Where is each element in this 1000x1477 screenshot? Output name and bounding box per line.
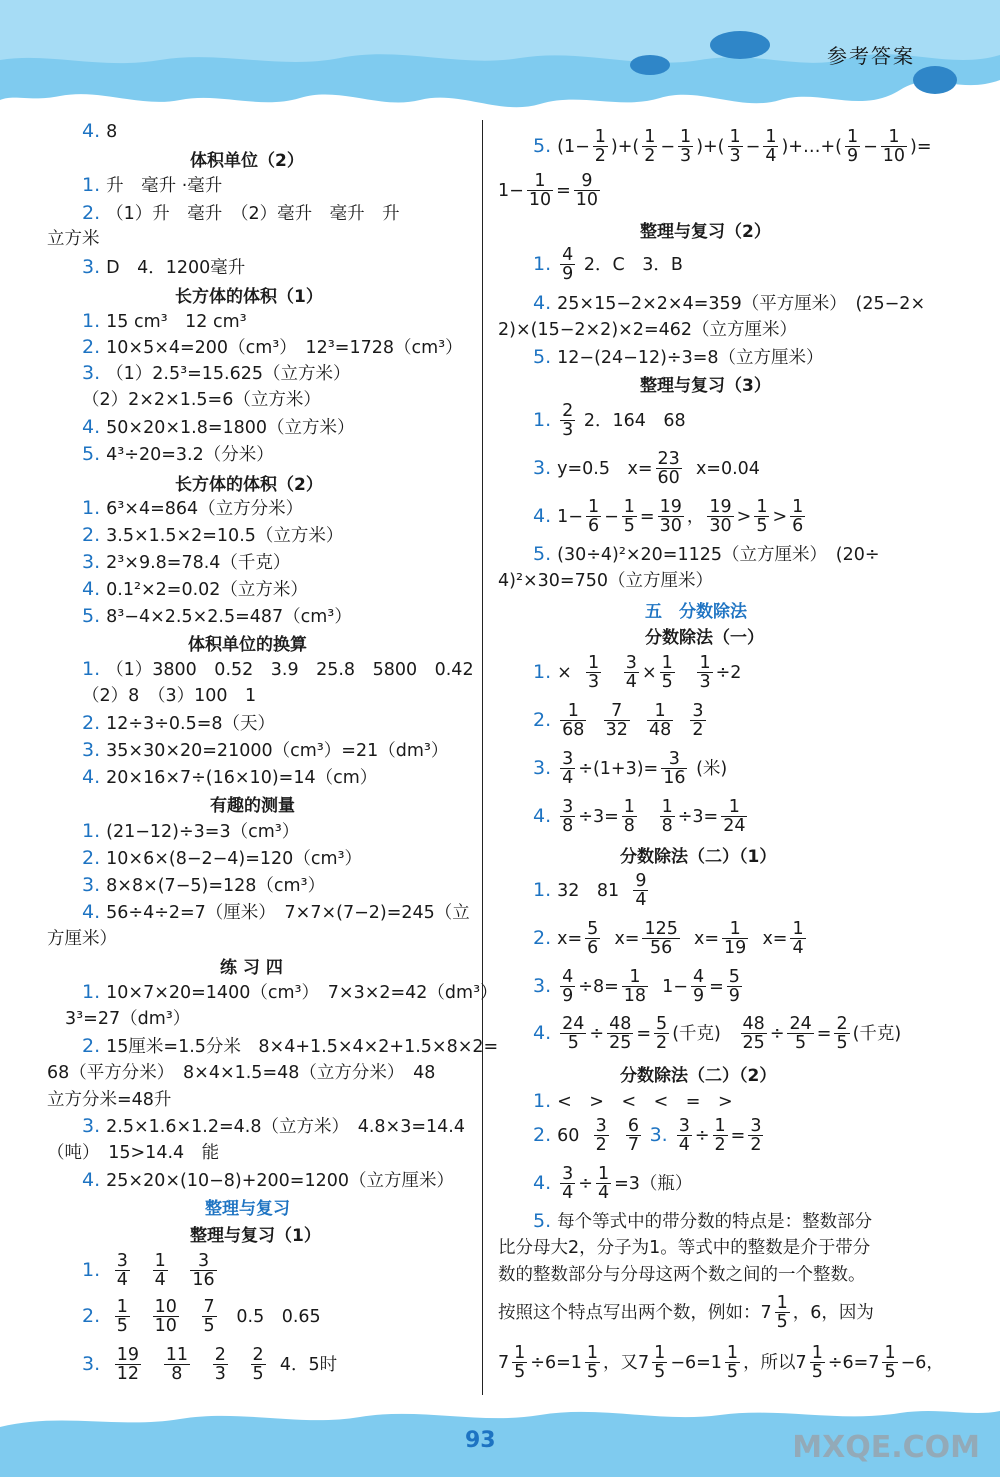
section-heading: 五 分数除法 [645, 602, 747, 622]
answer-line: 3. D 4．1200毫升 [82, 256, 246, 278]
answer-line: 3. $\frac{4}{9}$ ÷8= $\frac{1}{18}$ 1− $\frac{4}{9}$ = $\frac{5}{9}$ [533, 967, 740, 1007]
answer-line: 2. 60 $\frac{3}{2}$ $\frac{6}{7}$ 3. $\frac{3}{4}$ ÷ $\frac{1}{2}$ = $\frac{3}{2}$ [533, 1116, 762, 1156]
answer-line: 方厘米） [47, 929, 117, 949]
section-heading: 体积单位（2） [190, 151, 304, 171]
answer-line: 1. (21−12)÷3=3（cm³） [82, 820, 300, 842]
answer-line: 3. （1）2.5³=15.625（立方米） [82, 362, 351, 384]
section-heading: 整理与复习（3） [640, 376, 771, 396]
section-heading: 有趣的测量 [210, 796, 295, 816]
answer-line: 4. 25×20×(10−8)+200=1200（立方厘米） [82, 1169, 454, 1191]
answer-line: 4. 1− $\frac{1}{6}$ − $\frac{1}{5}$ = $\frac{19}{30}$ ， $\frac{19}{30}$ > $\frac{1}{5}$ > $\frac{1}{6}$ [533, 497, 804, 537]
answer-line: 2. $\frac{1}{68}$ $\frac{7}{32}$ $\frac{1}{48}$ $\frac{3}{2}$ [533, 701, 704, 741]
section-heading: 长方体的体积（1） [175, 287, 323, 307]
section-heading: 长方体的体积（2） [175, 475, 323, 495]
answer-line: 68（平方分米） 8×4×1.5=48（立方分米） 48 [47, 1063, 436, 1083]
answer-line: 1. $\frac{4}{9}$ 2．C 3．B [533, 245, 683, 285]
answer-line: 1. 10×7×20=1400（cm³） 7×3×2=42（dm³） [82, 981, 498, 1003]
section-heading: 练 习 四 [220, 958, 283, 978]
section-heading: 整理与复习（2） [640, 222, 771, 242]
answer-line: 3. 8×8×(7−5)=128（cm³） [82, 874, 326, 896]
answer-line: 4. 8 [82, 120, 118, 142]
answer-line: 3³=27（dm³） [65, 1009, 191, 1029]
answer-line: 4. 0.1²×2=0.02（立方米） [82, 578, 308, 600]
answer-line: 1. 15 cm³ 12 cm³ [82, 310, 247, 332]
answer-line: 1. 32 81 $\frac{9}{4}$ [533, 871, 647, 911]
watermark: MXQE.COM [792, 1430, 980, 1465]
section-heading: 整理与复习 [205, 1199, 290, 1219]
answer-line: （2）8 （3）100 1 [82, 686, 257, 706]
answer-line: 比分母大2，分子为1。等式中的整数是介于带分 [498, 1238, 871, 1258]
answer-line: 3. $\frac{3}{4}$ ÷(1+3)= $\frac{3}{16}$ (米) [533, 749, 728, 789]
answer-line: 2. x= $\frac{5}{6}$ x= $\frac{125}{56}$ x= $\frac{1}{19}$ x= $\frac{1}{4}$ [533, 919, 804, 959]
answer-line: 4. $\frac{24}{5}$ ÷ $\frac{48}{25}$ = $\frac{5}{2}$ (千克) $\frac{48}{25}$ ÷ $\frac{24}{5}$ = $\frac{2}{5}$ (千克) [533, 1014, 902, 1054]
answer-line: 1. 6³×4=864（立方分米） [82, 497, 304, 519]
answer-line: 1. 升 毫升 ·毫升 [82, 174, 223, 196]
answer-line: 2. （1）升 毫升 （2）毫升 毫升 升 [82, 202, 400, 224]
answer-line: 3. 2.5×1.6×1.2=4.8（立方米） 4.8×3=14.4 [82, 1115, 465, 1137]
answer-line: 3. y=0.5 x= $\frac{23}{60}$ x=0.04 [533, 449, 760, 489]
section-heading: 分数除法（二）（1） [620, 847, 777, 867]
answer-line: 1. （1）3800 0.52 3.9 25.8 5800 0.42 [82, 658, 474, 680]
answer-line: 5. (30÷4)²×20=1125（立方厘米） (20÷ [533, 543, 880, 565]
answer-line: 4. 56÷4÷2=7（厘米） 7×7×(7−2)=245（立 [82, 901, 470, 923]
answer-line: 4. $\frac{3}{4}$ ÷ $\frac{1}{4}$ =3（瓶） [533, 1164, 693, 1204]
column-divider [482, 120, 483, 1395]
section-heading: 体积单位的换算 [188, 635, 307, 655]
answer-line: 数的整数部分与分母这两个数之间的一个整数。 [498, 1265, 866, 1285]
answer-line: 立方分米=48升 [47, 1090, 172, 1110]
answer-line: 5. 4³÷20=3.2（分米） [82, 443, 274, 465]
answer-line: 1. $\frac{3}{4}$ $\frac{1}{4}$ $\frac{3}{16}$ [82, 1251, 215, 1291]
answer-line: 2)×(15−2×2)×2=462（立方厘米） [498, 320, 798, 340]
answer-line: 2. 10×5×4=200（cm³） 12³=1728（cm³） [82, 336, 463, 358]
answer-line: 2. 10×6×(8−2−4)=120（cm³） [82, 847, 363, 869]
answer-line: 5. 每个等式中的带分数的特点是：整数部分 [533, 1210, 873, 1232]
answer-line: 3. 2³×9.8=78.4（千克） [82, 551, 291, 573]
answer-line: 1. < > < < = > [533, 1090, 733, 1112]
answer-line: 4. 50×20×1.8=1800（立方米） [82, 416, 355, 438]
answer-line: 2. 12÷3÷0.5=8（天） [82, 712, 275, 734]
answer-line: 4. 20×16×7÷(16×10)=14（cm） [82, 766, 378, 788]
answer-line: （吨） 15>14.4 能 [47, 1143, 220, 1163]
answer-line: 4)²×30=750（立方厘米） [498, 571, 713, 591]
answer-line: 7 $\frac{1}{5}$ ÷6=1 $\frac{1}{5}$ ，又7 $\frac{1}{5}$ −6=1 $\frac{1}{5}$ ，所以7 $\frac{1}{5}$ ÷6=7 $\frac{1}{5}$ −6， [498, 1343, 944, 1383]
answer-line: 4. 25×15−2×2×4=359（平方厘米） (25−2× [533, 292, 926, 314]
answer-line: 3. 35×30×20=21000（cm³）=21（dm³） [82, 739, 449, 761]
answer-line: 按照这个特点写出两个数，例如：7 $\frac{1}{5}$ ，6，因为 [498, 1293, 874, 1333]
answer-line: 2. 3.5×1.5×2=10.5（立方米） [82, 524, 344, 546]
header-title: 参考答案 [827, 44, 915, 68]
answer-line: 5. 12−(24−12)÷3=8（立方厘米） [533, 346, 824, 368]
section-heading: 分数除法（二）（2） [620, 1066, 777, 1086]
answer-line: 立方米 [47, 229, 100, 249]
section-heading: 分数除法（一） [645, 628, 764, 648]
answer-line: 2. 15厘米=1.5分米 8×4+1.5×4×2+1.5×8×2= [82, 1035, 499, 1057]
page-number: 93 [465, 1428, 496, 1453]
answer-line: 5. 8³−4×2.5×2.5=487（cm³） [82, 605, 352, 627]
section-heading: 整理与复习（1） [190, 1226, 321, 1246]
answer-line: 1− $\frac{1}{10}$ = $\frac{9}{10}$ [498, 171, 599, 211]
answer-line: 5. (1− $\frac{1}{2}$ )+( $\frac{1}{2}$ − $\frac{1}{3}$ )+( $\frac{1}{3}$ − $\frac{1}{4}$ )+…+( $\frac{1}{9}$ − $\frac{1}{10}$ )= [533, 127, 932, 167]
answer-line: 4. $\frac{3}{8}$ ÷3= $\frac{1}{8}$ $\frac{1}{8}$ ÷3= $\frac{1}{24}$ [533, 797, 746, 837]
answer-line: 1. × $\frac{1}{3}$ $\frac{3}{4}$ × $\frac{1}{5}$ $\frac{1}{3}$ ÷2 [533, 653, 742, 693]
answer-line: 2. $\frac{1}{5}$ $\frac{10}{10}$ $\frac{7}{5}$ 0.5 0.65 [82, 1297, 321, 1337]
answer-line: 3. $\frac{19}{12}$ $\frac{11}{8}$ $\frac{2}{3}$ $\frac{2}{5}$ 4．5时 [82, 1345, 338, 1385]
answer-line: （2）2×2×1.5=6（立方米） [82, 390, 321, 410]
answer-line: 1. $\frac{2}{3}$ 2．164 68 [533, 401, 686, 441]
